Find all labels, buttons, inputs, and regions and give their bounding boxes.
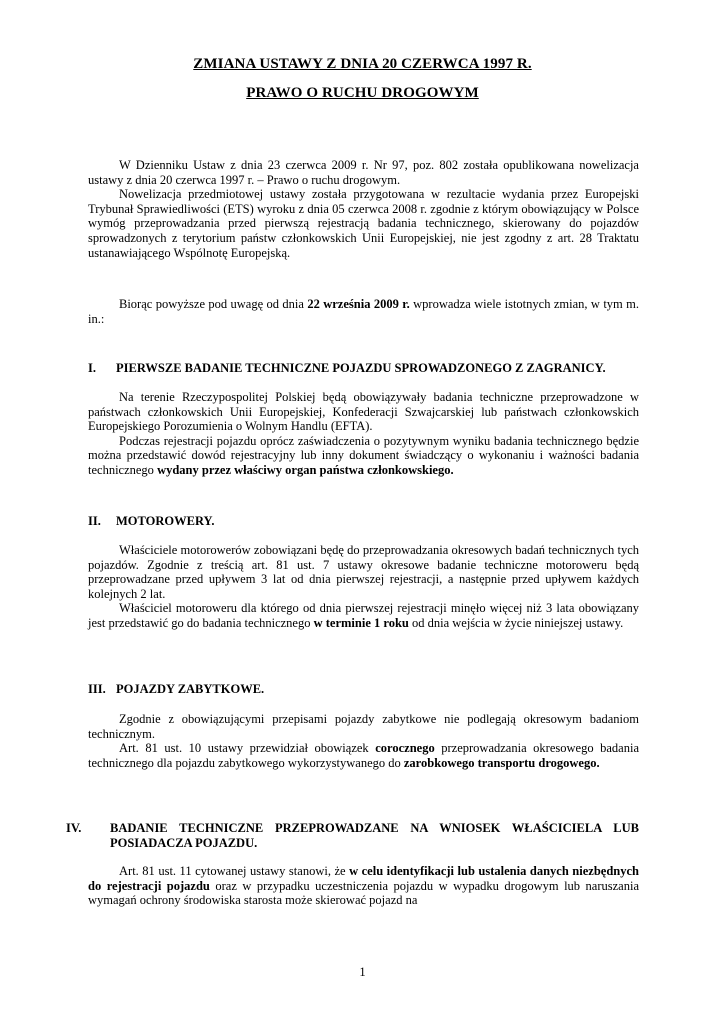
section-1-paragraph-1: Na terenie Rzeczypospolitej Polskiej będą obowiązywały badania techniczne przeprowadzone w państwach członkowskich Unii Europejskiej, Konfederacji Szwajcarskiej lub państwach członkowskich Europejskiego Porozumienia o Wolnym Handlu (EFTA). [88,390,639,434]
section-2-p2-bold: w terminie 1 roku [313,615,409,630]
intro-block [88,158,639,260]
section-1-heading [88,361,639,376]
section-2-paragraph-2 [88,601,639,630]
section-2-title: MOTOROWERY. [116,514,215,528]
section-3-body [88,712,639,770]
section-4-number: IV. [66,821,82,835]
section-2-p2-text-c: od dnia wejścia w życie niniejszej ustawy. [408,615,624,630]
section-3-p2-text-a: Art. 81 ust. 10 ustawy przewidział obowiązek [119,741,376,756]
section-3-p2-bold-a: corocznego [375,741,435,756]
intro-paragraph-2: Nowelizacja przedmiotowej ustawy została przygotowana w rezultacie wydania przez Europejski Trybunał Sprawiedliwości (ETS) wyroku z dnia 05 czerwca 2008 r. zgodnie z którym obowiązujący w Polsce wymóg przeprowadzania przed pierwszą rejestracją badania technicznego, skierowany do pojazdów sprowadzonych z terytorium państw członkowskich Unii Europejskiej, nie jest zgodny z art. 28 Traktatu ustanawiającego Wspólnotę Europejską. [88,187,639,260]
section-4-title: BADANIE TECHNICZNE PRZEPROWADZANE NA WNIOSEK WŁAŚCICIELA LUB POSIADACZA POJAZDU. [110,821,639,850]
intro-p3-date: 22 września 2009 r. [307,297,410,311]
section-2-number: II. [88,514,101,528]
section-3-paragraph-2 [88,741,639,770]
section-1-title: PIERWSZE BADANIE TECHNICZNE POJAZDU SPROWADZONEGO Z ZAGRANICY. [116,361,606,375]
intro-p3-text-a: Biorąc powyższe pod uwagę od dnia [119,297,308,311]
intro-paragraph-1: W Dzienniku Ustaw z dnia 23 czerwca 2009 r. Nr 97, poz. 802 została opublikowana nowelizacja ustawy z dnia 20 czerwca 1997 r. – Prawo o ruchu drogowym. [88,158,639,187]
section-1-body [88,390,639,478]
section-3-number: III. [88,682,106,696]
section-4-p1-text-c: oraz w przypadku uczestniczenia pojazdu w wypadku drogowym lub naruszania wymagań ochrony środowiska starosta może skierować pojazd na [88,878,639,908]
section-2-body [88,543,639,631]
section-2-heading [88,514,639,529]
page-number: 1 [359,965,366,979]
section-3-p2-text-c: przeprowadzania okresowego badania technicznego dla pojazdu zabytkowego wykorzystywanego do [88,741,639,770]
section-3-paragraph-1: Zgodnie z obowiązującymi przepisami pojazdy zabytkowe nie podlegają okresowym badaniom technicznym. [88,712,639,741]
section-4-p1-bold: w celu identyfikacji lub ustalenia danych niezbędnych do rejestracji pojazdu [88,864,639,893]
section-4-body [88,864,639,908]
section-1-paragraph-2 [88,434,639,478]
section-1-number: I. [88,361,96,375]
section-3-title: POJAZDY ZABYTKOWE. [116,682,265,696]
section-2-p2-text-a: Właściciel motoroweru dla którego od dnia pierwszej rejestracji minęło więcej niż 3 lata obowiązany jest przedstawić go do badania technicznego [88,601,639,630]
intro-paragraph-3 [88,297,639,326]
page-subtitle: PRAWO O RUCHU DROGOWYM [246,85,479,101]
section-3-p2-bold-b: zarobkowego transportu drogowego. [403,755,600,770]
section-3-heading [88,682,639,697]
intro-p3-text-c: wprowadza wiele istotnych zmian, w tym m. in.: [88,297,639,326]
page-title: ZMIANA USTAWY Z DNIA 20 CZERWCA 1997 R. [193,56,532,72]
section-2-paragraph-1: Właściciele motorowerów zobowiązani będę do przeprowadzania okresowych badań technicznych tych pojazdów. Zgodnie z treścią art. 81 ust. 7 ustawy okresowe badanie techniczne motoroweru będą przeprowadzane przed upływem 3 lat od dnia pierwszej rejestracji, a następnie przed upływem każdych kolejnych 2 lat. [88,543,639,601]
section-4-heading [66,821,639,850]
section-1-p2-bold: wydany przez właściwy organ państwa członkowskiego. [157,462,454,477]
section-4-p1-text-a: Art. 81 ust. 11 cytowanej ustawy stanowi, że [119,864,350,878]
section-1-p2-text: Podczas rejestracji pojazdu oprócz zaświadczenia o pozytywnym wyniku badania technicznego będzie można przedstawić dowód rejestracyjny lub inny dokument świadczący o wykonaniu i ważności badania technicznego [88,433,639,477]
section-4-paragraph-1 [88,864,639,908]
